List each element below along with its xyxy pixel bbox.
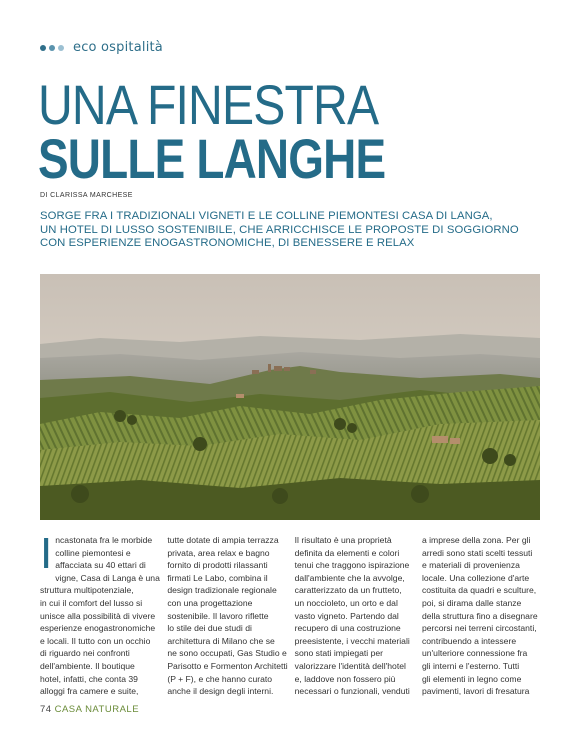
kicker-dot-2 [49, 45, 55, 51]
body-line: sostenibile. Il lavoro riflette [167, 610, 269, 621]
body-line: arredi sono stati scelti tessuti [421, 547, 533, 558]
body-line: firmati Le Labo, combina il [167, 572, 268, 583]
body-line: colline piemontesi e [55, 547, 131, 558]
body-line: della struttura fino a disegnare [421, 610, 538, 621]
body-line: pavimenti, lavori di fresatura [421, 686, 530, 697]
body-line: sono stati impiegati per [294, 648, 384, 659]
body-column-1 [40, 529, 160, 698]
lead-line: SORGE FRA I TRADIZIONALI VIGNETI E LE COLLINE PIEMONTESI CASA DI LANGA, [40, 210, 493, 222]
body-line: Il risultato è una proprietà [294, 535, 392, 545]
section-kicker [40, 40, 163, 55]
body-line: hotel, infatti, che conta 39 [40, 673, 138, 684]
body-line: e locali. Il tutto con un occhio [40, 635, 151, 646]
body-line: contribuendo a intessere [421, 635, 517, 646]
landscape-photo [40, 274, 540, 520]
body-line: ne sono occupati, Gas Studio e [167, 648, 287, 659]
page-footer [40, 704, 139, 715]
headline-line-1: UNA FINESTRA [38, 73, 379, 136]
kicker-label: eco ospitalità [73, 40, 163, 55]
body-line: esperienze enogastronomiche [40, 623, 156, 634]
body-line: gli interni e l'esterno. Tutti [421, 660, 520, 671]
body-line: gli elementi in legno come [421, 673, 522, 684]
body-line: dell'ambiente. Il boutique [40, 660, 135, 671]
lead-line: CON ESPERIENZE ENOGASTRONOMICHE, DI BENESSERE E RELAX [40, 237, 415, 249]
kicker-dot-1 [40, 45, 46, 51]
body-column-4 [422, 534, 540, 698]
body-column-3 [295, 534, 413, 698]
body-line: valorizzare l'identità dell'hotel [294, 660, 406, 671]
lead-line: UN HOTEL DI LUSSO SOSTENIBILE, CHE ARRICCHISCE LE PROPOSTE DI SOGGIORNO [40, 223, 519, 236]
body-line: preesistente, i vecchi materiali [294, 635, 410, 646]
body-line: unisce alla possibilità di vivere [40, 610, 156, 621]
body-line: lo stile dei due studi di [167, 623, 252, 634]
body-line: privata, area relax e bagno [167, 547, 270, 558]
body-line: anche il design degli interni. [167, 686, 274, 697]
kicker-dot-3 [58, 45, 64, 51]
body-line: di riguardo nei confronti [40, 648, 130, 659]
page-number: 74 [40, 704, 52, 715]
body-line: (P + F), e che hanno curato [167, 673, 273, 684]
section-name: CASA NATURALE [54, 704, 140, 715]
lead-paragraph [40, 210, 550, 251]
body-line: e, laddove non fossero più [294, 673, 396, 684]
body-line: caratterizzato da un frutteto, [294, 585, 402, 596]
body-line: costituita da quadri e sculture, [421, 585, 537, 596]
body-line: con una progettazione [167, 597, 253, 608]
drop-cap: I [40, 529, 53, 578]
body-line: ncastonata fra le morbide [55, 535, 153, 545]
body-line: alloggi fra camere e suite, [40, 686, 139, 697]
body-line: Parisotto e Formenton Architetti [167, 660, 288, 671]
body-line: tenui che traggono ispirazione [294, 560, 410, 571]
body-line: affacciata su 40 ettari di [55, 560, 146, 571]
body-line: dall'ambiente che la avvolge, [294, 572, 405, 583]
body-line: locale. Una collezione d'arte [421, 572, 530, 583]
body-line: vasto vigneto. Partendo dal [294, 610, 399, 621]
body-columns [40, 529, 540, 698]
body-line: design tradizionale regionale [167, 585, 277, 596]
body-line: tutte dotate di ampia terrazza [167, 535, 279, 545]
body-line: a imprese della zona. Per gli [421, 535, 531, 545]
body-line: un noccioleto, un orto e dal [294, 597, 398, 608]
body-line: recupero di una costruzione [294, 623, 401, 634]
body-line: struttura multipotenziale, [40, 585, 134, 596]
body-line: necessari o funzionali, venduti [294, 686, 410, 697]
headline-line-2: SULLE LANGHE [38, 127, 386, 190]
body-line: definita da elementi e colori [294, 547, 400, 558]
body-line: vigne, Casa di Langa è una [55, 572, 160, 583]
body-line: architettura di Milano che se [167, 635, 275, 646]
body-line: poi, si dirama dalle stanze [421, 597, 522, 608]
body-column-2 [167, 534, 288, 698]
body-line: percorsi nei terreni circostanti, [421, 623, 537, 634]
body-line: fornito di prodotti rilassanti [167, 560, 268, 571]
body-line: un'ulteriore connessione fra [421, 648, 528, 659]
byline: DI CLARISSA MARCHESE [40, 192, 133, 199]
body-line: in cui il comfort del lusso si [40, 597, 143, 608]
body-line: e materiali di provenienza [421, 560, 520, 571]
